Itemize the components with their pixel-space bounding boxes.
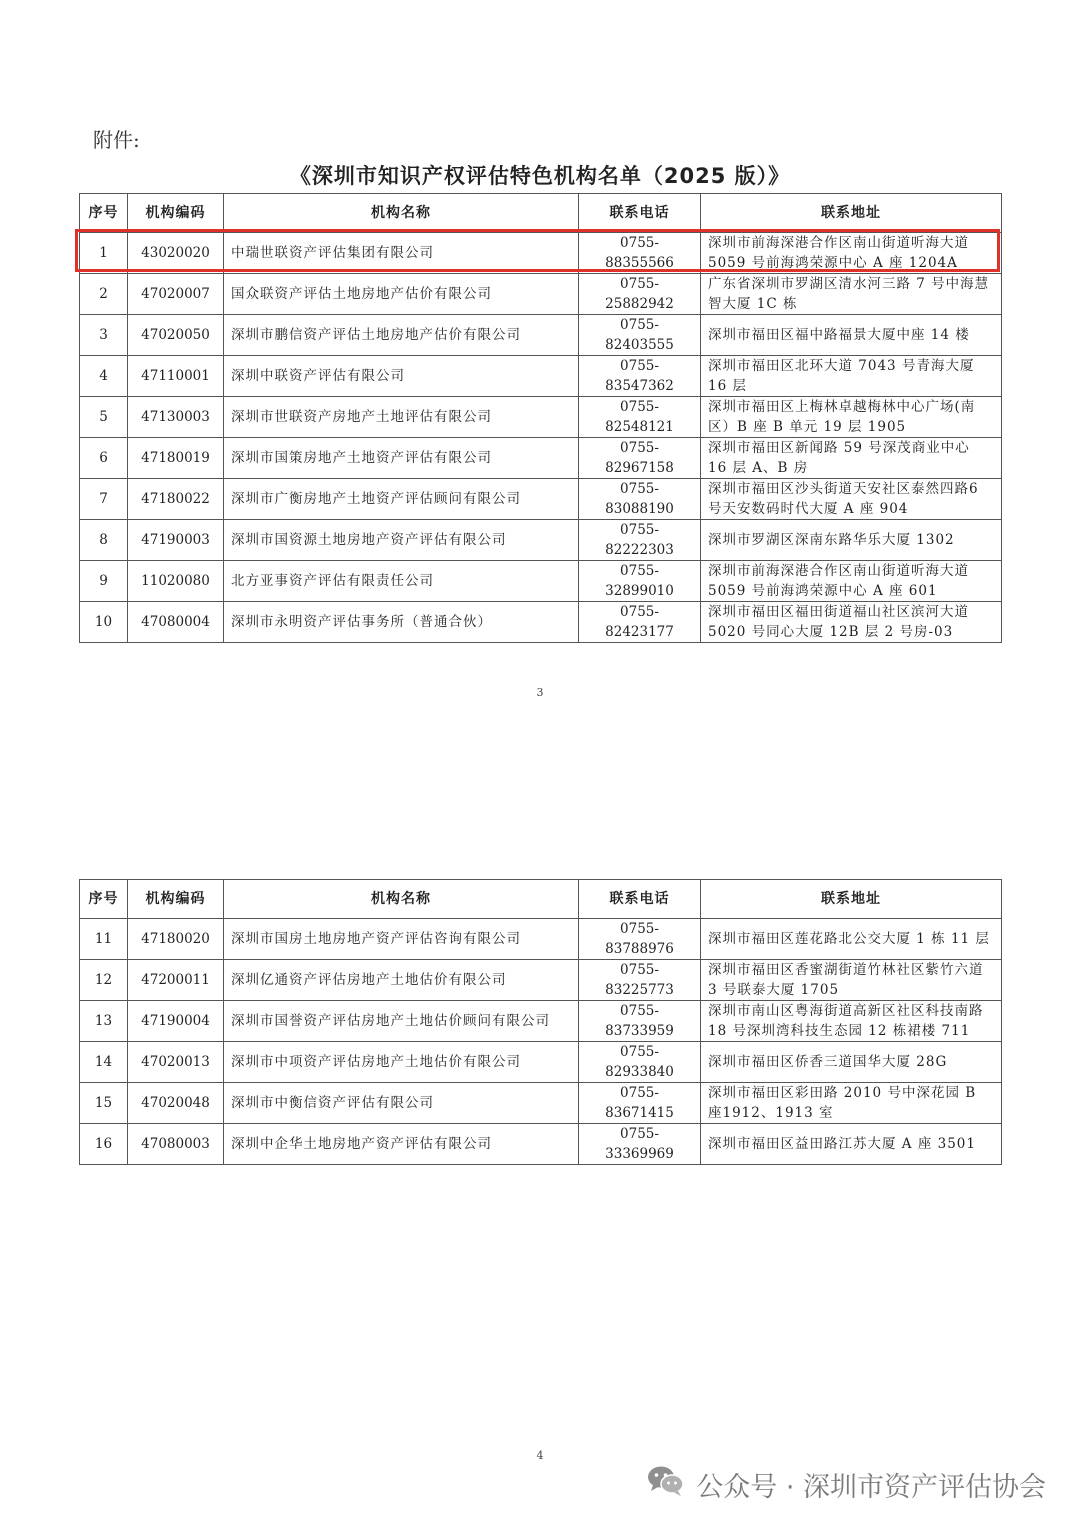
cell-address: 深圳市福田区益田路江苏大厦 A 座 3501 [701,1124,1002,1165]
table-row [80,960,1002,1001]
table-row [80,919,1002,960]
header-seq: 序号 [80,880,128,919]
table-header-row [80,194,1002,233]
cell-seq: 13 [80,1001,128,1042]
cell-seq: 2 [80,274,128,315]
cell-phone: 0755-82423177 [579,602,701,643]
cell-phone: 0755-82933840 [579,1042,701,1083]
cell-phone: 0755-25882942 [579,274,701,315]
cell-seq: 11 [80,919,128,960]
cell-name: 中瑞世联资产评估集团有限公司 [224,233,579,274]
cell-code: 47080003 [128,1124,224,1165]
cell-code: 47020013 [128,1042,224,1083]
cell-phone: 0755-33369969 [579,1124,701,1165]
watermark-text: 公众号 · 深圳市资产评估协会 [696,1471,1046,1503]
cell-address: 深圳市罗湖区深南东路华乐大厦 1302 [701,520,1002,561]
cell-address: 广东省深圳市罗湖区清水河三路 7 号中海慧智大厦 1C 栋 [701,274,1002,315]
cell-name: 深圳市国誉资产评估房地产土地估价顾问有限公司 [224,1001,579,1042]
cell-code: 47190003 [128,520,224,561]
header-phone: 联系电话 [579,194,701,233]
cell-code: 47130003 [128,397,224,438]
table-row [80,520,1002,561]
cell-seq: 12 [80,960,128,1001]
cell-code: 47190004 [128,1001,224,1042]
cell-name: 深圳市国资源土地房地产资产评估有限公司 [224,520,579,561]
cell-seq: 3 [80,315,128,356]
cell-phone: 0755-83733959 [579,1001,701,1042]
cell-address: 深圳市福田区彩田路 2010 号中深花园 B 座1912、1913 室 [701,1083,1002,1124]
cell-name: 深圳市鹏信资产评估土地房地产估价有限公司 [224,315,579,356]
cell-code: 47020050 [128,315,224,356]
cell-code: 11020080 [128,561,224,602]
table-row [80,1083,1002,1124]
table-row [80,602,1002,643]
cell-phone: 0755-82967158 [579,438,701,479]
cell-phone: 0755-82548121 [579,397,701,438]
header-phone: 联系电话 [579,880,701,919]
cell-seq: 6 [80,438,128,479]
cell-phone: 0755-83788976 [579,919,701,960]
table-body [80,919,1002,1165]
cell-name: 深圳中企华土地房地产资产评估有限公司 [224,1124,579,1165]
cell-seq: 8 [80,520,128,561]
document-title: 《深圳市知识产权评估特色机构名单（2025 版）》 [289,164,791,188]
header-address: 联系地址 [701,880,1002,919]
cell-address: 深圳市南山区粤海街道高新区社区科技南路 18 号深圳湾科技生态园 12 栋裙楼 711 [701,1001,1002,1042]
table-row [80,397,1002,438]
cell-code: 47180019 [128,438,224,479]
cell-name: 深圳中联资产评估有限公司 [224,356,579,397]
institution-table-page-2 [79,879,1002,1165]
cell-address: 深圳市福田区沙头街道天安社区泰然四路6 号天安数码时代大厦 A 座 904 [701,479,1002,520]
header-name: 机构名称 [224,194,579,233]
cell-phone: 0755-83088190 [579,479,701,520]
cell-name: 北方亚事资产评估有限责任公司 [224,561,579,602]
cell-name: 深圳市世联资产房地产土地评估有限公司 [224,397,579,438]
cell-address: 深圳市福田区莲花路北公交大厦 1 栋 11 层 [701,919,1002,960]
cell-seq: 1 [80,233,128,274]
cell-seq: 10 [80,602,128,643]
table-row [80,1124,1002,1165]
cell-phone: 0755-83225773 [579,960,701,1001]
cell-phone: 0755-32899010 [579,561,701,602]
cell-phone: 0755-88355566 [579,233,701,274]
cell-code: 47020048 [128,1083,224,1124]
header-address: 联系地址 [701,194,1002,233]
table-row [80,1001,1002,1042]
cell-seq: 4 [80,356,128,397]
cell-address: 深圳市福田区新闻路 59 号深茂商业中心 16 层 A、B 房 [701,438,1002,479]
cell-phone: 0755-82222303 [579,520,701,561]
cell-address: 深圳市福田区香蜜湖街道竹林社区紫竹六道 3 号联泰大厦 1705 [701,960,1002,1001]
table-row [80,356,1002,397]
cell-address: 深圳市福田区上梅林卓越梅林中心广场(南区）B 座 B 单元 19 层 1905 [701,397,1002,438]
cell-name: 深圳市中项资产评估房地产土地估价有限公司 [224,1042,579,1083]
cell-name: 深圳市广衡房地产土地资产评估顾问有限公司 [224,479,579,520]
table-row [80,233,1002,274]
cell-seq: 14 [80,1042,128,1083]
cell-address: 深圳市前海深港合作区南山街道听海大道5059 号前海鸿荣源中心 A 座 1204A [701,233,1002,274]
cell-code: 47020007 [128,274,224,315]
cell-code: 47080004 [128,602,224,643]
cell-code: 47180020 [128,919,224,960]
cell-code: 43020020 [128,233,224,274]
cell-name: 深圳市永明资产评估事务所（普通合伙） [224,602,579,643]
cell-code: 47110001 [128,356,224,397]
wechat-icon [646,1464,686,1505]
cell-address: 深圳市福田区北环大道 7043 号青海大厦 16 层 [701,356,1002,397]
table-row [80,1042,1002,1083]
cell-name: 深圳亿通资产评估房地产土地估价有限公司 [224,960,579,1001]
cell-phone: 0755-83671415 [579,1083,701,1124]
cell-phone: 0755-83547362 [579,356,701,397]
cell-address: 深圳市福田区福田街道福山社区滨河大道5020 号同心大厦 12B 层 2 号房-03 [701,602,1002,643]
table-row [80,479,1002,520]
cell-address: 深圳市前海深港合作区南山街道听海大道5059 号前海鸿荣源中心 A 座 601 [701,561,1002,602]
attachment-label: 附件: [93,128,140,152]
cell-name: 深圳市国策房地产土地资产评估有限公司 [224,438,579,479]
cell-seq: 5 [80,397,128,438]
cell-phone: 0755-82403555 [579,315,701,356]
institution-table-page-1 [79,193,1002,643]
cell-address: 深圳市福田区福中路福景大厦中座 14 楼 [701,315,1002,356]
table-row [80,315,1002,356]
account-watermark [646,1464,1046,1504]
table-row [80,274,1002,315]
page-number: 4 [536,1449,544,1462]
cell-seq: 15 [80,1083,128,1124]
header-seq: 序号 [80,194,128,233]
table-body [80,233,1002,643]
header-code: 机构编码 [128,194,224,233]
cell-name: 深圳市中衡信资产评估有限公司 [224,1083,579,1124]
page-number: 3 [536,686,544,699]
cell-address: 深圳市福田区侨香三道国华大厦 28G [701,1042,1002,1083]
cell-code: 47180022 [128,479,224,520]
header-name: 机构名称 [224,880,579,919]
table-row [80,561,1002,602]
cell-seq: 9 [80,561,128,602]
cell-seq: 16 [80,1124,128,1165]
table-row [80,438,1002,479]
header-code: 机构编码 [128,880,224,919]
cell-name: 国众联资产评估土地房地产估价有限公司 [224,274,579,315]
cell-code: 47200011 [128,960,224,1001]
cell-seq: 7 [80,479,128,520]
table-header-row [80,880,1002,919]
cell-name: 深圳市国房土地房地产资产评估咨询有限公司 [224,919,579,960]
